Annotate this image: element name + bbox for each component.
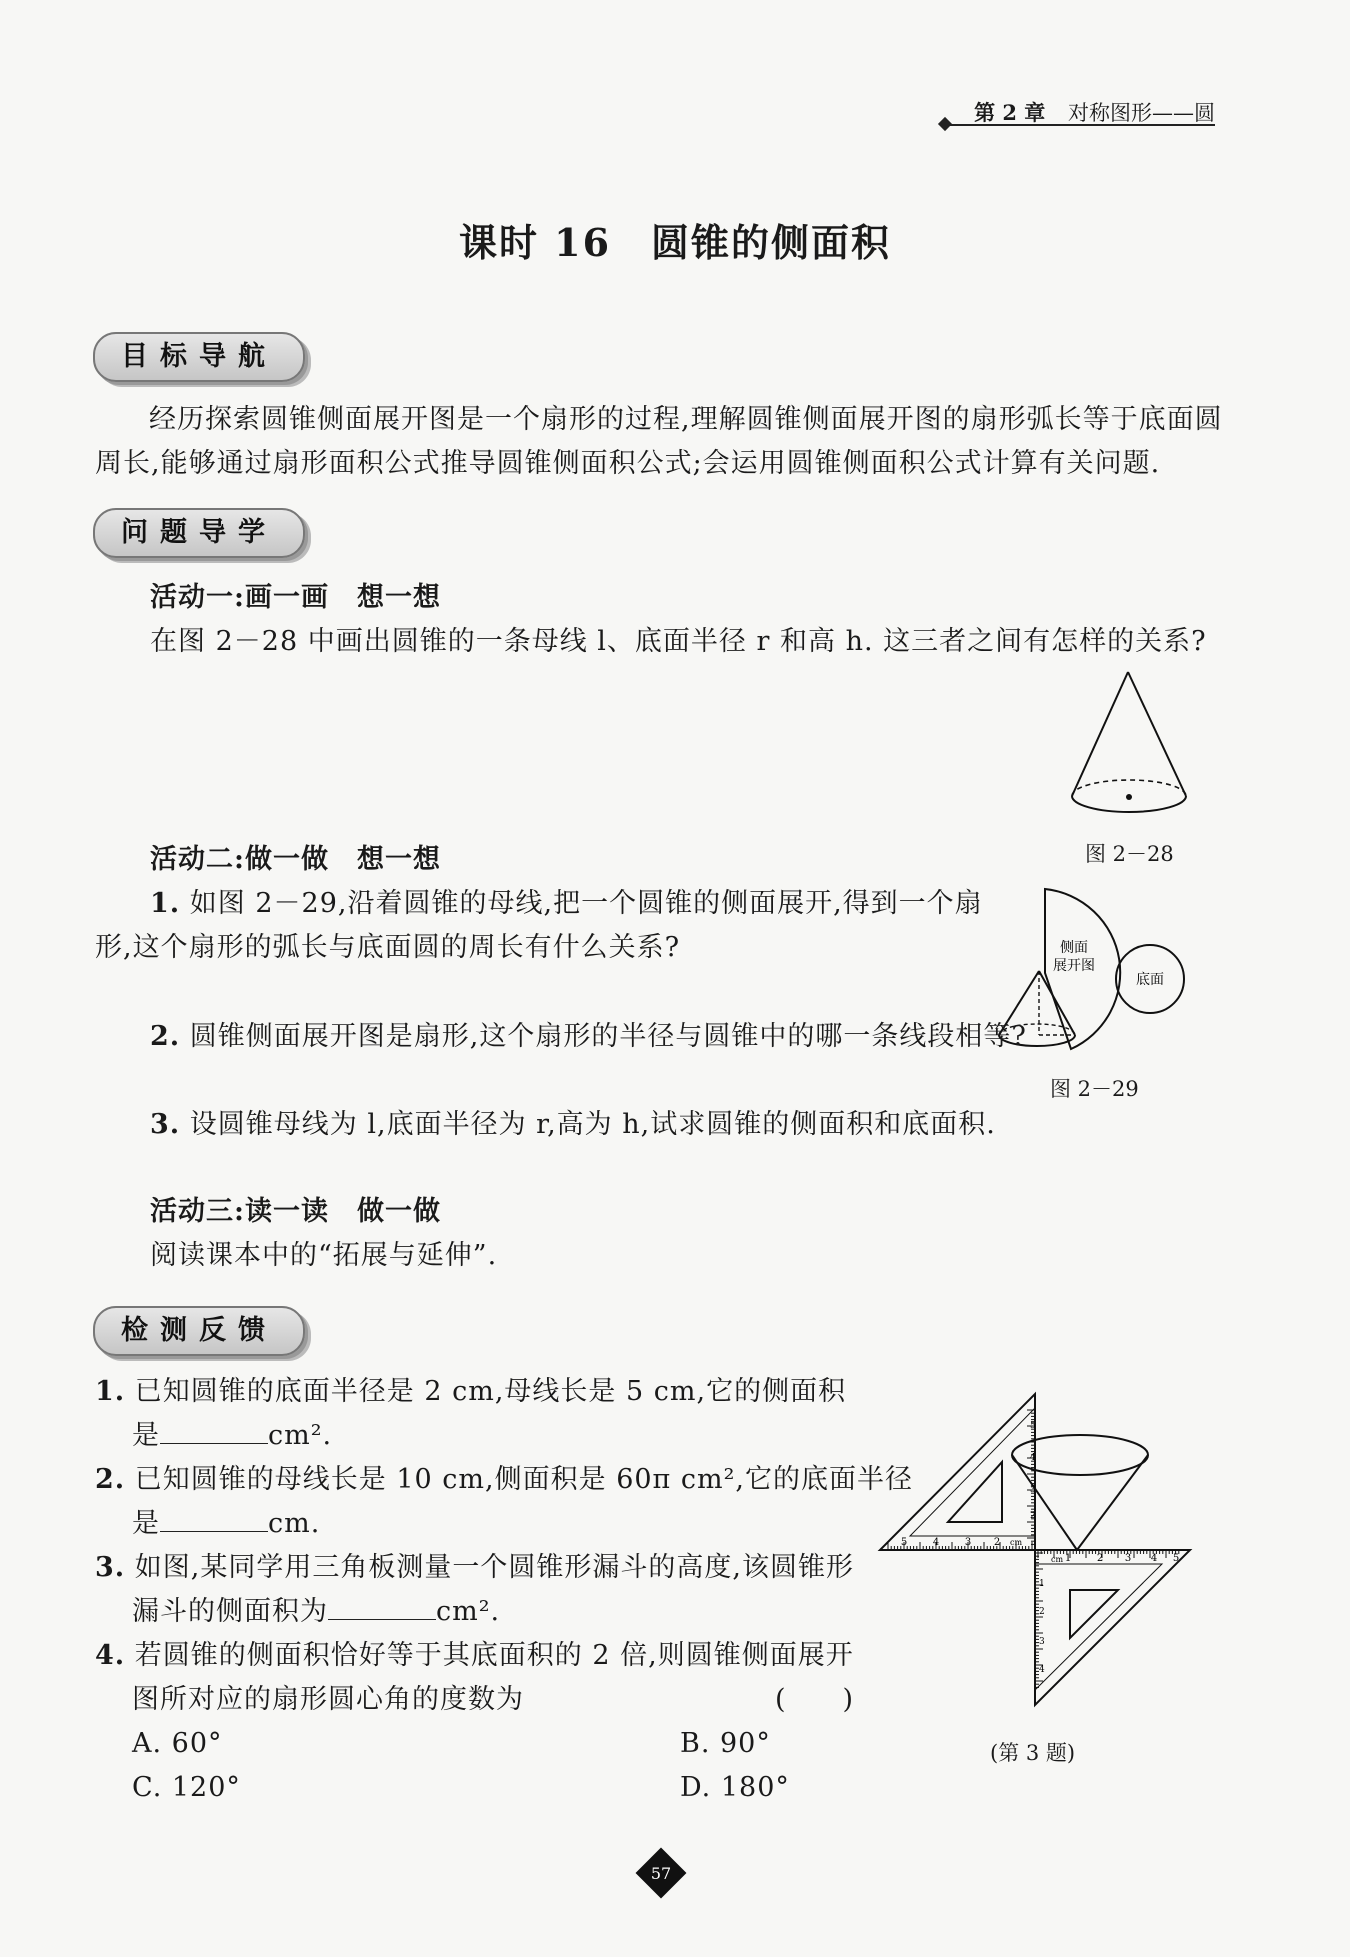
ruler-down-tick-label: 2: [1039, 1607, 1045, 1617]
exercise-2-prefix: 是: [132, 1508, 160, 1539]
section-check-text: 检测反馈: [121, 1315, 277, 1346]
option-d[interactable]: D. 180°: [680, 1772, 790, 1803]
exercise-2-text: 已知圆锥的母线长是 10 cm,侧面积是 60π cm²,它的底面半径: [134, 1464, 914, 1495]
activity3-title: 活动三:读一读 做一做: [150, 1196, 441, 1227]
fig-2-28-caption: 图 2－28: [1085, 842, 1174, 866]
section-guide-text: 问题导学: [121, 517, 277, 548]
fig-q3-caption: (第 3 题): [990, 1741, 1076, 1765]
running-header: [974, 97, 1215, 127]
exercise-3-line2: [132, 1590, 500, 1634]
exercise-1-blank[interactable]: [160, 1415, 268, 1444]
option-a[interactable]: A. 60°: [132, 1728, 223, 1759]
activity2-q1-text: 如图 2－29,沿着圆锥的母线,把一个圆锥的侧面展开,得到一个扇形,这个扇形的弧长与底面圆的周长有什么关系?: [95, 888, 983, 963]
exercise-1-unit: cm².: [268, 1420, 333, 1451]
option-b[interactable]: B. 90°: [680, 1728, 771, 1759]
fig229-side-label-1: 侧面: [1060, 940, 1088, 956]
ruler-right-tick-label: 3: [1124, 1553, 1132, 1564]
exercise-4-text: 若圆锥的侧面积恰好等于其底面积的 2 倍,则圆锥侧面展开: [134, 1640, 854, 1671]
activity1-title: 活动一:画一画 想一想: [150, 582, 441, 613]
header-chapter: 第 2 章: [974, 100, 1046, 125]
activity2-q3-text: 设圆锥母线为 l,底面半径为 r,高为 h,试求圆锥的侧面积和底面积.: [189, 1109, 996, 1140]
exercise-3-num: 3.: [95, 1552, 126, 1583]
fig229-side-label-2: 展开图: [1053, 958, 1095, 974]
activity2-q2-num: 2.: [150, 1021, 181, 1052]
exercise-3-text: 如图,某同学用三角板测量一个圆锥形漏斗的高度,该圆锥形: [134, 1552, 854, 1583]
option-c[interactable]: C. 120°: [132, 1772, 241, 1803]
exercise-2-blank[interactable]: [160, 1503, 268, 1532]
ruler-left-tick-label: 3: [1030, 1485, 1036, 1495]
goal-paragraph: 经历探索圆锥侧面展开图是一个扇形的过程,理解圆锥侧面展开图的扇形弧长等于底面圆周长,能够通过扇形面积公式推导圆锥侧面积公式;会运用圆锥侧面积公式计算有关问题.: [95, 404, 1223, 479]
ruler-right-tick-label: 5: [1172, 1553, 1180, 1564]
lesson-title: 课时 16 圆锥的侧面积: [458, 220, 892, 265]
header-topic: 对称图形——圆: [1068, 101, 1215, 125]
exercise-2-unit: cm.: [268, 1508, 321, 1539]
cone-figure-2-28: [1060, 660, 1210, 820]
exercise-4-line1: [95, 1634, 854, 1678]
exercise-1-prefix: 是: [132, 1420, 160, 1451]
ruler-left-tick-label: 4: [1030, 1453, 1036, 1463]
ruler-right-tick-label: 2: [1096, 1553, 1104, 1564]
ruler-down-tick-label: 4: [1039, 1665, 1045, 1675]
activity2-q1-num: 1.: [150, 888, 181, 919]
section-goal-text: 目标导航: [121, 341, 277, 372]
activity2-q1: [95, 882, 985, 970]
activity2-q3: [150, 1103, 996, 1147]
activity1-text: 在图 2－28 中画出圆锥的一条母线 l、底面半径 r 和高 h. 这三者之间有怎样的关系?: [150, 626, 1207, 657]
ruler-right-tick-label: 1: [1064, 1553, 1072, 1564]
activity3-text: 阅读课本中的“拓展与延伸”.: [150, 1240, 498, 1271]
ruler-down-tick-label: 3: [1039, 1637, 1045, 1647]
exercise-3-prefix: 漏斗的侧面积为: [132, 1596, 328, 1627]
set-square-funnel-figure: [870, 1390, 1200, 1720]
section-goal-label: [93, 332, 305, 382]
ruler-right-unit: cm: [1051, 1555, 1064, 1564]
section-guide-label: [93, 508, 305, 558]
exercise-4-num: 4.: [95, 1640, 126, 1671]
exercise-3-line1: [95, 1546, 854, 1590]
ruler-top-tick-label: 5: [900, 1537, 908, 1548]
fig-2-29-caption: 图 2－29: [1050, 1077, 1139, 1101]
activity2-q2: [150, 1015, 1027, 1059]
ruler-right-tick-label: 4: [1150, 1553, 1158, 1564]
activity2-q3-num: 3.: [150, 1109, 181, 1140]
fig229-base-label: 底面: [1136, 972, 1164, 988]
ruler-top-unit: cm: [1010, 1538, 1023, 1547]
exercise-1-text: 已知圆锥的底面半径是 2 cm,母线长是 5 cm,它的侧面积: [134, 1376, 847, 1407]
exercise-3-blank[interactable]: [328, 1591, 436, 1620]
exercise-2-line2: [132, 1502, 320, 1546]
ruler-top-tick-label: 2: [993, 1537, 1001, 1548]
exercise-2-num: 2.: [95, 1464, 126, 1495]
exercise-2-line1: [95, 1458, 913, 1502]
exercise-1-line1: [95, 1370, 846, 1414]
ruler-top-tick-label: 4: [932, 1537, 940, 1548]
ruler-left-tick-label: 5: [1030, 1421, 1036, 1431]
exercise-1-line2: [132, 1414, 332, 1458]
ruler-top-tick-label: 3: [964, 1537, 972, 1548]
activity2-title: 活动二:做一做 想一想: [150, 844, 441, 875]
exercise-4-answer-paren[interactable]: ( ): [775, 1684, 855, 1715]
exercise-3-unit: cm².: [436, 1596, 501, 1627]
exercise-1-num: 1.: [95, 1376, 126, 1407]
page-number: 57: [650, 1864, 672, 1883]
activity2-q2-text: 圆锥侧面展开图是扇形,这个扇形的半径与圆锥中的哪一条线段相等?: [189, 1021, 1027, 1052]
section-check-label: [93, 1306, 305, 1356]
ruler-down-tick-label: 1: [1039, 1579, 1045, 1589]
exercise-4-line2: 图所对应的扇形圆心角的度数为: [132, 1684, 524, 1715]
ruler-left-tick-label: 2: [1030, 1511, 1036, 1521]
